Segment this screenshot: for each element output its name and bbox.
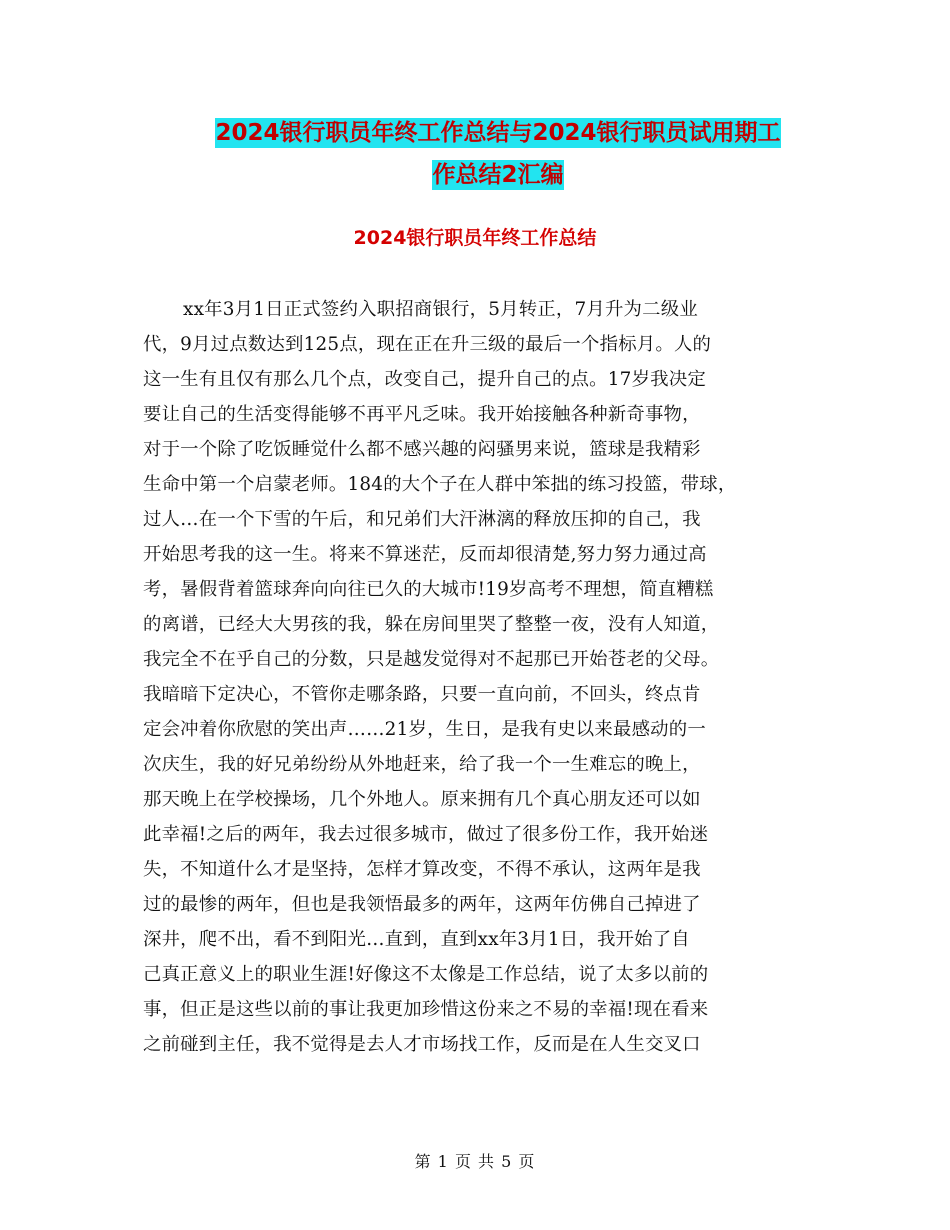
body-line: 次庆生，我的好兄弟纷纷从外地赶来，给了我一个一生难忘的晚上， [143, 754, 701, 775]
document-title-line-2: 作总结2汇编 [432, 162, 564, 188]
body-line: 我完全不在乎自己的分数，只是越发觉得对不起那已开始苍老的父母。 [143, 649, 720, 670]
body-line: 的离谱，已经大大男孩的我，躲在房间里哭了整整一夜，没有人知道， [143, 614, 720, 635]
document-title-line-1: 2024银行职员年终工作总结与2024银行职员试用期工 [215, 120, 781, 146]
body-line: 失，不知道什么才是坚持，怎样才算改变，不得不承认，这两年是我 [143, 859, 701, 880]
body-line: 此幸福!之后的两年，我去过很多城市，做过了很多份工作，我开始迷 [143, 824, 709, 845]
document-title [140, 112, 856, 196]
body-line: 我暗暗下定决心，不管你走哪条路，只要一直向前，不回头，终点肯 [143, 684, 701, 705]
body-line: 定会冲着你欣慰的笑出声……21岁，生日，是我有史以来最感动的一 [143, 719, 706, 740]
body-line: 过的最惨的两年，但也是我领悟最多的两年，这两年仿佛自己掉进了 [143, 894, 701, 915]
body-line: 代，9月过点数达到125点，现在正在升三级的最后一个指标月。人的 [143, 334, 712, 355]
body-line: 生命中第一个启蒙老师。184的大个子在人群中笨拙的练习投篮，带球， [143, 474, 737, 495]
section-title: 2024银行职员年终工作总结 [353, 227, 597, 249]
body-line: 之前碰到主任，我不觉得是去人才市场找工作，反而是在人生交叉口 [143, 1034, 701, 1055]
body-line: 事，但正是这些以前的事让我更加珍惜这份来之不易的幸福!现在看来 [143, 999, 709, 1020]
body-line: 对于一个除了吃饭睡觉什么都不感兴趣的闷骚男来说，篮球是我精彩 [143, 439, 701, 460]
page-number-footer: 第 1 页 共 5 页 [414, 1152, 536, 1171]
body-line: 考，暑假背着篮球奔向向往已久的大城市!19岁高考不理想，简直糟糕 [143, 579, 714, 600]
body-line: 开始思考我的这一生。将来不算迷茫，反而却很清楚,努力努力通过高 [143, 544, 707, 565]
body-line: 这一生有且仅有那么几个点，改变自己，提升自己的点。17岁我决定 [143, 369, 706, 390]
body-line: 那天晚上在学校操场，几个外地人。原来拥有几个真心朋友还可以如 [143, 789, 701, 810]
body-line: 过人…在一个下雪的午后，和兄弟们大汗淋漓的释放压抑的自己，我 [143, 509, 701, 530]
body-line: xx年3月1日正式签约入职招商银行，5月转正，7月升为二级业 [183, 299, 698, 320]
body-line: 己真正意义上的职业生涯!好像这不太像是工作总结，说了太多以前的 [143, 964, 709, 985]
body-text [143, 292, 803, 1062]
body-line: 深井，爬不出，看不到阳光…直到，直到xx年3月1日，我开始了自 [143, 929, 690, 950]
body-line: 要让自己的生活变得能够不再平凡乏味。我开始接触各种新奇事物， [143, 404, 701, 425]
